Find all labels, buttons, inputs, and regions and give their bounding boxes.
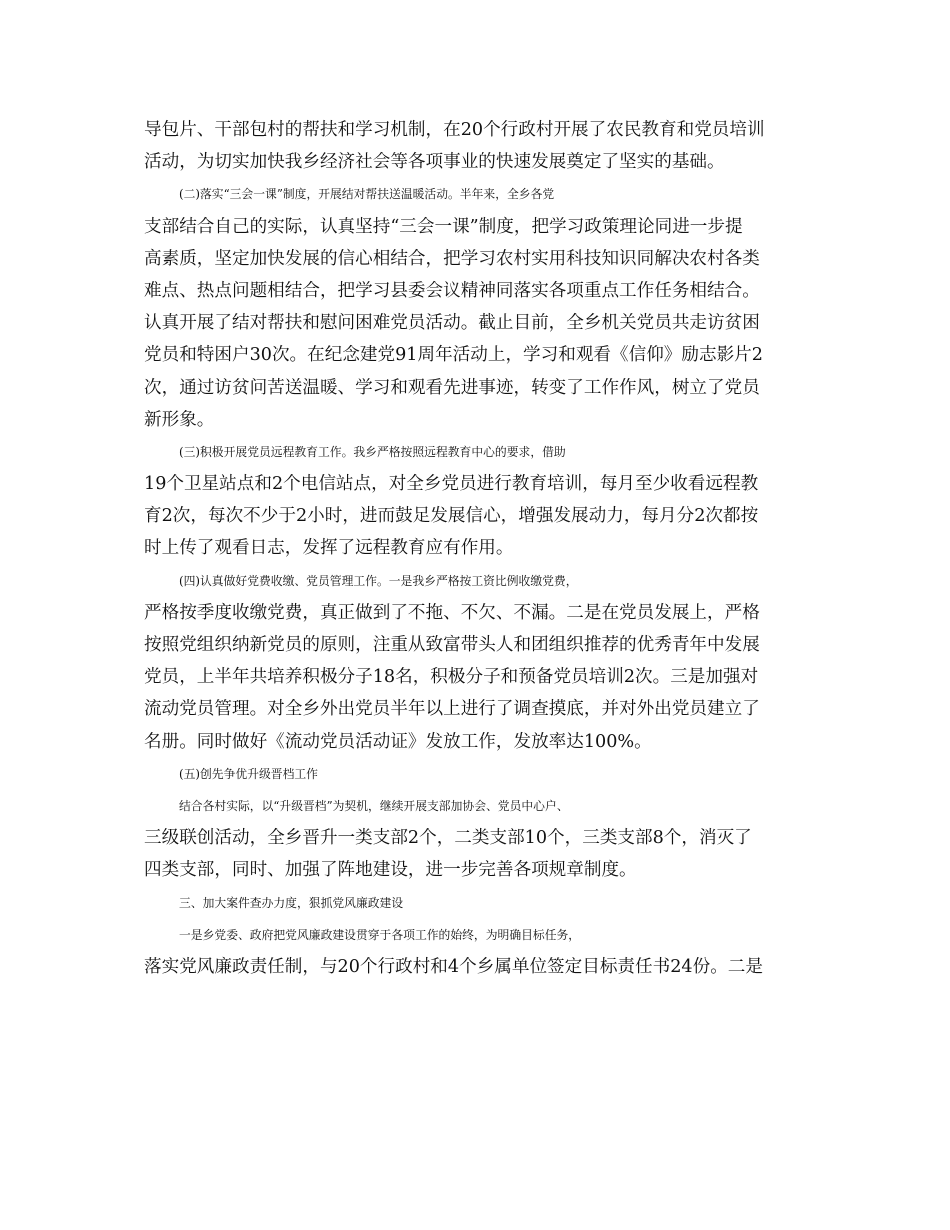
text-line: 次，通过访贫问苦送温暖、学习和观看先进事迹，转变了工作作风，树立了党员: [144, 377, 760, 398]
text-line: 严格按季度收缴党费，真正做到了不拖、不欠、不漏。二是在党员发展上，严格: [144, 602, 760, 623]
text-line: 活动，为切实加快我乡经济社会等各项事业的快速发展奠定了坚实的基础。: [144, 152, 725, 173]
text-line: (二)落实“三会一课”制度，开展结对帮扶送温暖活动。半年来，全乡各党: [179, 187, 555, 202]
text-line: (五)创先争优升级晋档工作: [179, 766, 318, 781]
text-line: 结合各村实际，以“升级晋档”为契机，继续开展支部加协会、党员中心户、: [179, 798, 569, 813]
text-line: 导包片、干部包村的帮扶和学习机制，在20个行政村开展了农民教育和党员培训: [144, 120, 765, 140]
text-line: 高素质，坚定加快发展的信心相结合，把学习农村实用科技知识同解决农村各类: [144, 248, 760, 269]
text-line: 流动党员管理。对全乡外出党员半年以上进行了调查摸底，并对外出党员建立了: [144, 699, 760, 720]
text-line: 三级联创活动，全乡晋升一类支部2个，二类支部10个，三类支部8个，消灭了: [144, 828, 752, 849]
text-line: (三)积极开展党员远程教育工作。我乡严格按照远程教育中心的要求，借助: [179, 444, 566, 459]
text-line: 认真开展了结对帮扶和慰问困难党员活动。截止目前，全乡机关党员共走访贫困: [144, 313, 760, 334]
text-line: 名册。同时做好《流动党员活动证》发放工作，发放率达100%。: [144, 731, 652, 752]
text-line: 四类支部，同时、加强了阵地建设，进一步完善各项规章制度。: [144, 860, 637, 881]
text-line: 一是乡党委、政府把党风廉政建设贯穿于各项工作的始终，为明确目标任务，: [179, 927, 581, 942]
text-line: 时上传了观看日志，发挥了远程教育应有作用。: [144, 538, 514, 559]
text-line: 难点、热点问题相结合，把学习县委会议精神同落实各项重点工作任务相结合。: [144, 280, 760, 301]
text-line: 支部结合自己的实际，认真坚持“三会一课”制度，把学习政策理论同进一步提: [144, 216, 743, 237]
text-line: 党员和特困户30次。在纪念建党91周年活动上，学习和观看《信仰》励志影片2: [144, 345, 763, 366]
text-line: 党员，上半年共培养积极分子18名，积极分子和预备党员培训2次。三是加强对: [144, 667, 759, 688]
text-line: 新形象。: [144, 409, 215, 430]
text-line: 三、加大案件查办力度，狠抓党风廉政建设: [179, 895, 404, 910]
text-line: 19个卫星站点和2个电信站点，对全乡党员进行教育培训，每月至少收看远程教: [144, 474, 759, 495]
text-line: 落实党风廉政责任制，与20个行政村和4个乡属单位签定目标责任书24份。二是: [144, 956, 763, 977]
text-line: 按照党组织纳新党员的原则，注重从致富带头人和团组织推荐的优秀青年中发展: [144, 635, 760, 655]
text-line: (四)认真做好党费收缴、党员管理工作。一是我乡严格按工资比例收缴党费，: [179, 573, 578, 588]
document-body: [144, 114, 809, 983]
text-line: 育2次，每次不少于2小时，进而鼓足发展信心，增强发展动力，每月分2次都按: [144, 506, 759, 527]
